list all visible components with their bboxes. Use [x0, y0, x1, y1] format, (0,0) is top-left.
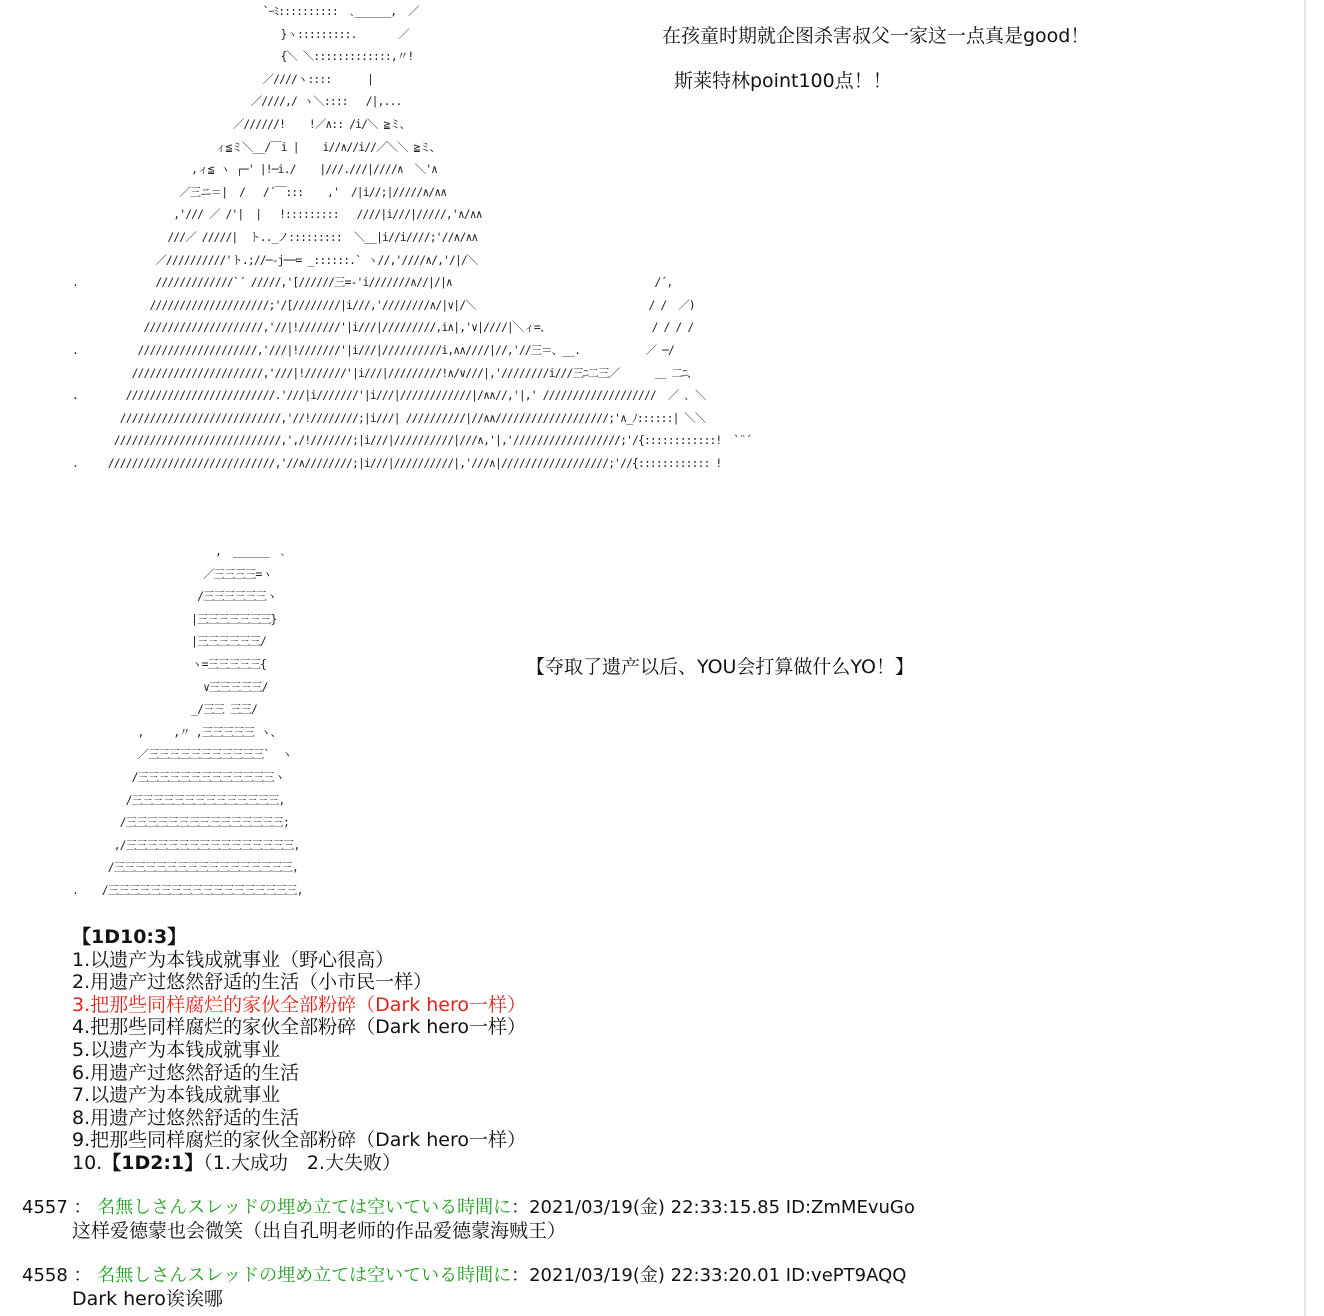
- choice-item-2: 2.用遗产过悠然舒适的生活（小市民一样）: [72, 971, 433, 994]
- speech-line-1: 在孩童时期就企图杀害叔父一家这一点真是good！: [662, 25, 1090, 47]
- post-number: 4557: [22, 1197, 68, 1218]
- choice-item-5: 5.以遗产为本钱成就事业: [72, 1038, 281, 1061]
- ascii-art-cloaked-figure: `ｰﾐ:::::::::: ､______, ／ }ヽ:::::::::. ／ {＼ ＼:::::::::::::,〃! ／////ヽ:::: | ／////,/ ヽ＼:::: /|,... ／//////! !／∧:: /i/＼ ≧ミ、 ィ≦ミ＼__/￣i | i//∧//i//／＼＼ ≧ミ、 ,ィ≦ ヽ ┌─' |!─i./ |///.///|////∧ ＼'∧ ／三ニ＝| / /´￣::: ,' /|i//;|/////∧/∧∧ ,'/// ／ /'| | !::::::::: ////|i///|/////,'∧/∧∧ ///／ /////| ト.._ノ::::::::: ＼__|i//i////;'//∧/∧∧ ／//////////'ト.;//─-j──= _::::::.` ヽ//,'////∧/,'/|/＼ . /////////////`´ /////,'[//////三=‐'i///////∧//|/|∧ /´, ////////////////////;'/[////////|i///,'////////∧/|∨|/＼ / / ／) ////////////////////,'//|!///////'|i///|/////////,i∧|,'∨|////|＼ィ=、 / / / / . ////////////////////,'///|!///////'|i///|//////////i,∧∧////|//,'//三＝、__. ／ ─/ //////////////////////,'///|!///////'|i///|/////////!∧/∨///|,'////////i///三ﾆ二三／ ＿ 二ﾆ、 . /////////////////////////.'///|i///////'|i///|////////////|/∧∧//,'|,' /////////////////// ／ ､ ＼ ///////////////////////////,'//!////////;|i///| //////////|//∧∧///////////////////;'∧_ﾉ::::::| ＼＼ ////////////////////////////,',/!///////;|i///|//////////|///∧,'|,'//////////////////;'/{::::::::::::! `¨´ . ////////////////////////////,'//∧////////;|i///|//////////|,'///∧|//////////////////;'//{:::::::::::: !: [72, 4, 752, 470]
- post-body: 这样爱德蒙也会微笑（出自孔明老师的作品爱德蒙海贼王）: [72, 1220, 567, 1242]
- choice-item-10: [72, 1152, 526, 1175]
- choice-item-4: 4.把那些同样腐烂的家伙全部粉碎（Dark hero一样）: [72, 1016, 527, 1039]
- speech-question: 【夺取了遗产以后、YOU会打算做什么YO！】: [526, 656, 914, 678]
- post-body: Dark hero诶诶哪: [72, 1288, 223, 1310]
- post-separator: ：: [73, 1265, 92, 1286]
- post-header: [22, 1265, 906, 1287]
- speech-line-2: 斯莱特林point100点！！: [674, 70, 892, 92]
- post-header: [22, 1197, 915, 1219]
- choice-item-1: 1.以遗产为本钱成就事业（野心很高）: [72, 948, 395, 971]
- post-author-name[interactable]: 名無しさんスレッドの埋め立ては空いている時間に: [97, 1197, 512, 1218]
- choice-item-3-selected: 3.把那些同样腐烂的家伙全部粉碎（Dark hero一样）: [72, 993, 527, 1016]
- post-author-name[interactable]: 名無しさんスレッドの埋め立ては空いている時間に: [97, 1265, 512, 1286]
- choice-item-9: 9.把那些同样腐烂的家伙全部粉碎（Dark hero一样）: [72, 1129, 527, 1152]
- post-separator: ：: [73, 1197, 92, 1218]
- choice-item-10-outcomes: （1.大成功 2.大失败）: [203, 1151, 402, 1174]
- choice-item-8: 8.用遗产过悠然舒适的生活: [72, 1106, 300, 1129]
- post-datetime-id: ：2021/03/19(金) 22:33:15.85 ID:ZmMEvuGo: [511, 1197, 915, 1218]
- dice-roll-header: 【1D10:3】: [72, 926, 187, 948]
- page-right-border: [1304, 0, 1306, 1316]
- post-number: 4558: [22, 1265, 68, 1286]
- choice-item-6: 6.用遗产过悠然舒适的生活: [72, 1061, 300, 1084]
- choice-item-10-roll: 【1D2:1】: [102, 1151, 204, 1174]
- dice-choice-list: [72, 926, 526, 1175]
- choice-item-7: 7.以遗产为本钱成就事业: [72, 1084, 281, 1107]
- ascii-art-shadow-figure: , ______ ､ ／三三三三=ヽ /三三三三三三ヽ |三三三三三三三} |三三三三三三/ ヽ=三三三三三{ ∨三三三三三/ _/三三 三三/ , ,〃 ,三三三三三 ヽ、 ／三三三三三三三三三三三` ヽ /三三三三三三三三三三三三三ヽ /三三三三三三三三三三三三三三, /三三三三三三三三三三三三三三三; ,/三三三三三三三三三三三三三三三三, /三三三三三三三三三三三三三三三三三, . /三三三三三三三三三三三三三三三三三三,: [72, 544, 303, 897]
- choice-item-10-number: 10.: [72, 1151, 103, 1174]
- post-datetime-id: ：2021/03/19(金) 22:33:20.01 ID:vePT9AQQ: [511, 1265, 907, 1286]
